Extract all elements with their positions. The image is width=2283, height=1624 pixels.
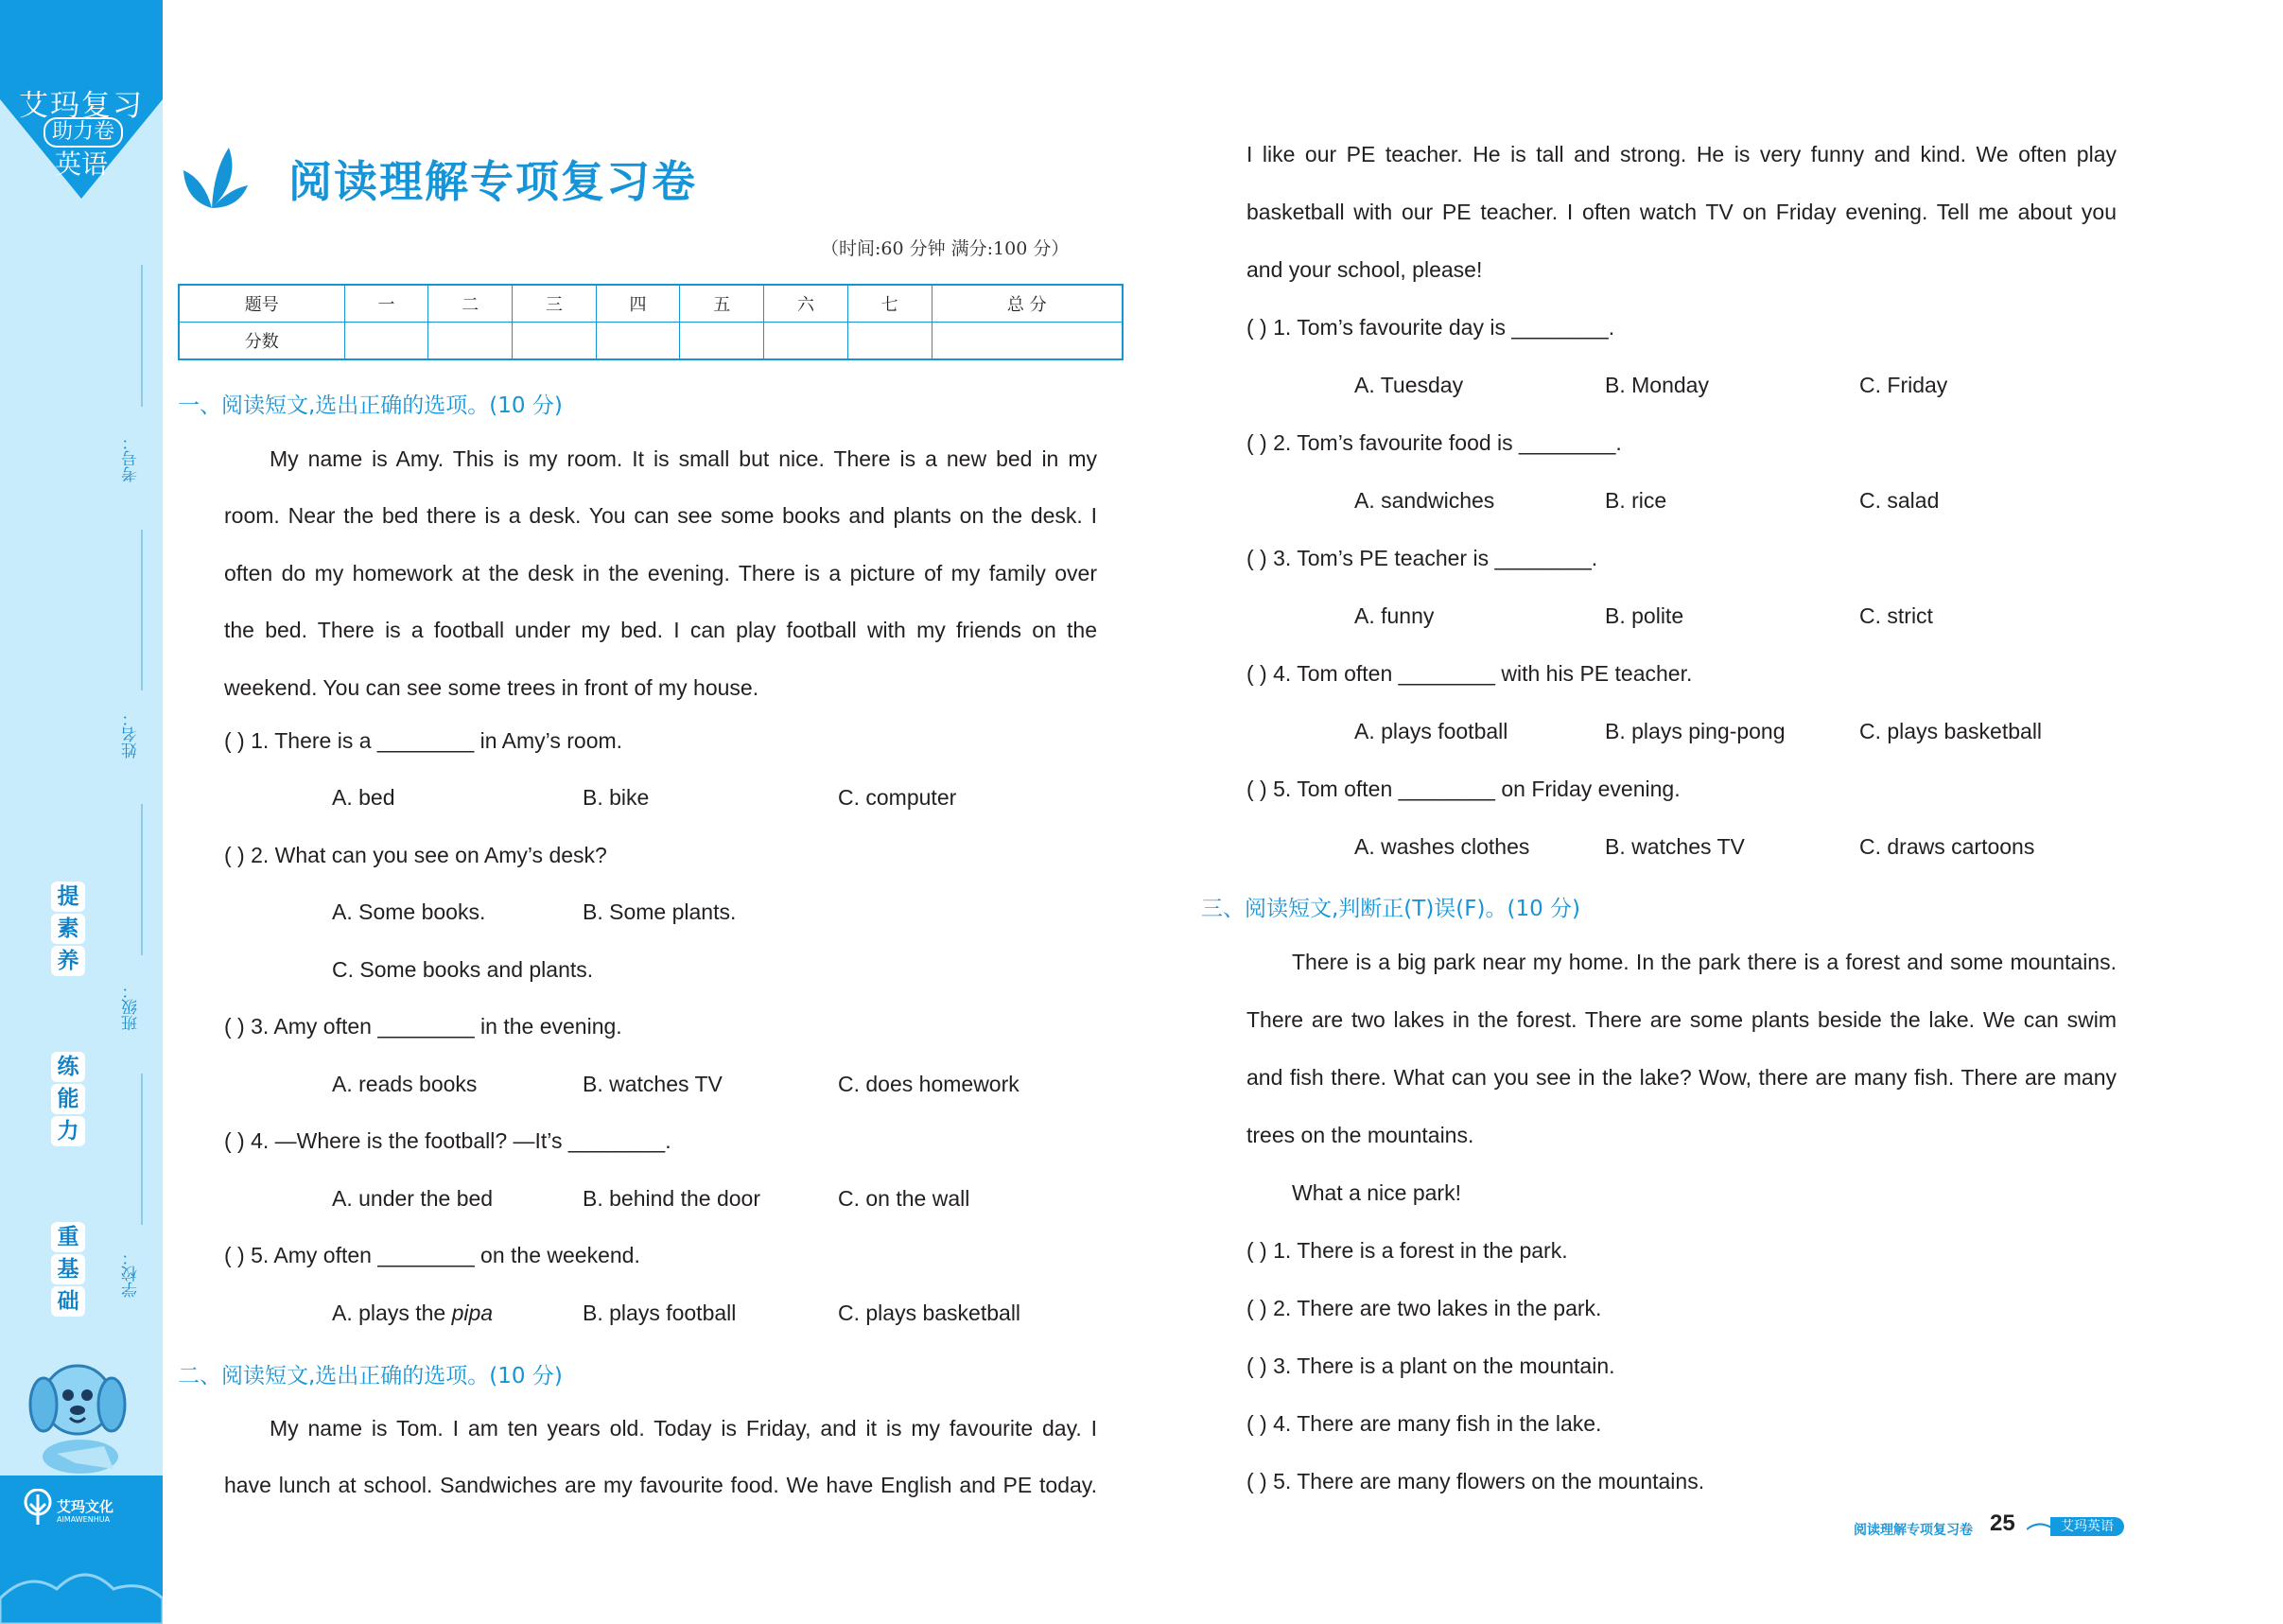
option-a-italic: pipa [451,1301,494,1325]
option-b: B. watches TV [1605,834,1745,859]
field-label-class: 班级： [122,983,141,1031]
section2-passage-line: basketball with our PE teacher. I often watch TV on Friday evening. Tell me about you [1246,200,2117,224]
section1-passage-line: often do my homework at the desk in the evening. There is a picture of my family over [224,561,1097,585]
question: ( ) 5. Tom often ________ on Friday evening. [1246,777,1681,801]
table-cell: 四 [596,285,680,323]
footer-swoosh-icon [2027,1520,2051,1533]
footer-badge: 艾玛英语 [2050,1517,2124,1536]
section3-passage-line: trees on the mountains. [1246,1123,1474,1147]
table-cell: 七 [847,285,932,323]
option-a: A. reads books [332,1072,478,1096]
brand-name: 艾玛文化 [57,1498,114,1515]
footer-label: 阅读理解专项复习卷 [1854,1523,1973,1538]
tag-char: 基 [51,1254,85,1284]
tag-char: 素 [51,914,85,944]
tag-char: 提 [51,882,85,912]
option-b: B. plays football [583,1301,737,1325]
sidebar-tag-literacy [51,882,85,978]
field-line [141,265,143,407]
sidebar-subtitle-badge: 助力卷 [44,117,123,148]
sidebar-title: 艾玛复习 [19,89,144,123]
cloud-decoration-icon [0,1542,163,1624]
table-cell: 一 [344,285,428,323]
table-cell: 五 [680,285,764,323]
puppy-mascot-icon [19,1348,142,1476]
statement: ( ) 4. There are many fish in the lake. [1246,1411,1602,1436]
question: ( ) 4. Tom often ________ with his PE teacher. [1246,661,1693,686]
sidebar-tag-basics [51,1222,85,1318]
question: ( ) 1. There is a ________ in Amy’s room. [224,728,623,753]
question: ( ) 1. Tom’s favourite day is ________. [1246,315,1615,340]
option-c: C. salad [1859,488,1940,513]
brand-tree-icon [23,1489,53,1527]
score-input-cell[interactable] [847,323,932,360]
section1-passage-line: room. Near the bed there is a desk. You can see some books and plants on the desk. I [224,503,1097,528]
question: ( ) 3. Tom’s PE teacher is ________. [1246,546,1598,570]
option-a-text: A. plays the [332,1301,452,1325]
field-line [141,804,143,955]
option-a: A. Tuesday [1354,373,1464,397]
section1-passage-line: the bed. There is a football under my bed. I can play football with my friends on the [224,618,1097,642]
section2-heading: 二、阅读短文,选出正确的选项。(10 分) [178,1364,563,1388]
statement: ( ) 2. There are two lakes in the park. [1246,1296,1602,1320]
leaf-logo-icon [176,142,250,210]
tag-char: 重 [51,1222,85,1252]
tag-char: 础 [51,1286,85,1317]
option-b: B. behind the door [583,1186,760,1211]
table-row [179,323,1123,360]
section1-passage-line: weekend. You can see some trees in front of my house. [224,675,759,700]
option-a: A. Some books. [332,899,486,924]
option-c: C. computer [838,785,957,810]
section2-passage-line: I like our PE teacher. He is tall and strong. He is very funny and kind. We often play [1246,142,2117,166]
score-input-cell[interactable] [932,323,1123,360]
option-a: A. funny [1354,603,1435,628]
option-c: C. strict [1859,603,1933,628]
option-b: B. plays ping-pong [1605,719,1786,743]
section1-passage-line: My name is Amy. This is my room. It is small but nice. There is a new bed in my [270,446,1097,471]
option-c: C. plays basketball [1859,719,2043,743]
option-a: A. bed [332,785,395,810]
option-c: C. Friday [1859,373,1948,397]
table-cell: 题号 [179,285,344,323]
score-input-cell[interactable] [596,323,680,360]
table-cell: 三 [513,285,597,323]
field-label-school: 学校： [122,1249,141,1298]
option-a: A. washes clothes [1354,834,1530,859]
option-c: C. does homework [838,1072,1020,1096]
option-b: B. Some plants. [583,899,737,924]
tag-char: 养 [51,946,85,976]
tag-char: 能 [51,1084,85,1114]
brand-sub: AIMAWENHUA [57,1515,111,1524]
option-b: B. bike [583,785,650,810]
option-a [332,1301,493,1326]
field-label-name: 姓名： [122,710,141,759]
section2-passage-line: have lunch at school. Sandwiches are my favourite food. We have English and PE today. [224,1473,1097,1497]
option-a: A. plays football [1354,719,1508,743]
page-title: 阅读理解专项复习卷 [288,156,697,207]
section3-passage-line: There are two lakes in the forest. There are some plants beside the lake. We can swim [1246,1007,2117,1032]
question: ( ) 2. Tom’s favourite food is ________. [1246,430,1622,455]
question: ( ) 4. —Where is the football? —It’s ________. [224,1128,671,1153]
option-a: A. under the bed [332,1186,494,1211]
table-row [179,285,1123,323]
tag-char: 力 [51,1116,85,1146]
section3-heading: 三、阅读短文,判断正(T)误(F)。(10 分) [1201,897,1581,921]
score-input-cell[interactable] [428,323,513,360]
table-cell: 总 分 [932,285,1123,323]
statement: ( ) 1. There is a forest in the park. [1246,1238,1568,1263]
sidebar-subject: 英语 [54,148,108,180]
option-c: C. on the wall [838,1186,970,1211]
page-number: 25 [1990,1510,2015,1536]
sidebar-tag-ability [51,1052,85,1148]
table-cell: 二 [428,285,513,323]
score-input-cell[interactable] [344,323,428,360]
question: ( ) 5. Amy often ________ on the weekend. [224,1243,640,1267]
option-b: B. rice [1605,488,1667,513]
score-input-cell[interactable] [513,323,597,360]
section3-passage-line: and fish there. What can you see in the lake? Wow, there are many fish. There are many [1246,1065,2117,1090]
score-input-cell[interactable] [680,323,764,360]
tag-char: 练 [51,1052,85,1082]
option-b: B. polite [1605,603,1684,628]
option-c: C. plays basketball [838,1301,1021,1325]
question: ( ) 3. Amy often ________ in the evening. [224,1014,622,1039]
field-label-exam-number: 考号： [122,434,141,482]
time-score-note: （时间:60 分钟 满分:100 分） [821,238,1070,259]
option-a: A. sandwiches [1354,488,1495,513]
score-table [178,284,1124,360]
field-line [141,1074,143,1225]
section2-passage-line: and your school, please! [1246,257,1483,282]
option-c: C. Some books and plants. [332,957,594,982]
field-line [141,530,143,690]
statement: ( ) 3. There is a plant on the mountain. [1246,1353,1615,1378]
option-b: B. watches TV [583,1072,723,1096]
table-cell: 六 [764,285,848,323]
option-b: B. Monday [1605,373,1709,397]
table-cell: 分数 [179,323,344,360]
section1-heading: 一、阅读短文,选出正确的选项。(10 分) [178,393,563,418]
option-c: C. draws cartoons [1859,834,2035,859]
score-input-cell[interactable] [764,323,848,360]
section2-passage-line: My name is Tom. I am ten years old. Today is Friday, and it is my favourite day. I [270,1416,1097,1441]
question: ( ) 2. What can you see on Amy’s desk? [224,843,607,867]
statement: ( ) 5. There are many flowers on the mountains. [1246,1469,1705,1493]
section3-passage-line: There is a big park near my home. In the park there is a forest and some mountains. [1292,950,2117,974]
section3-closing: What a nice park! [1292,1180,1461,1205]
